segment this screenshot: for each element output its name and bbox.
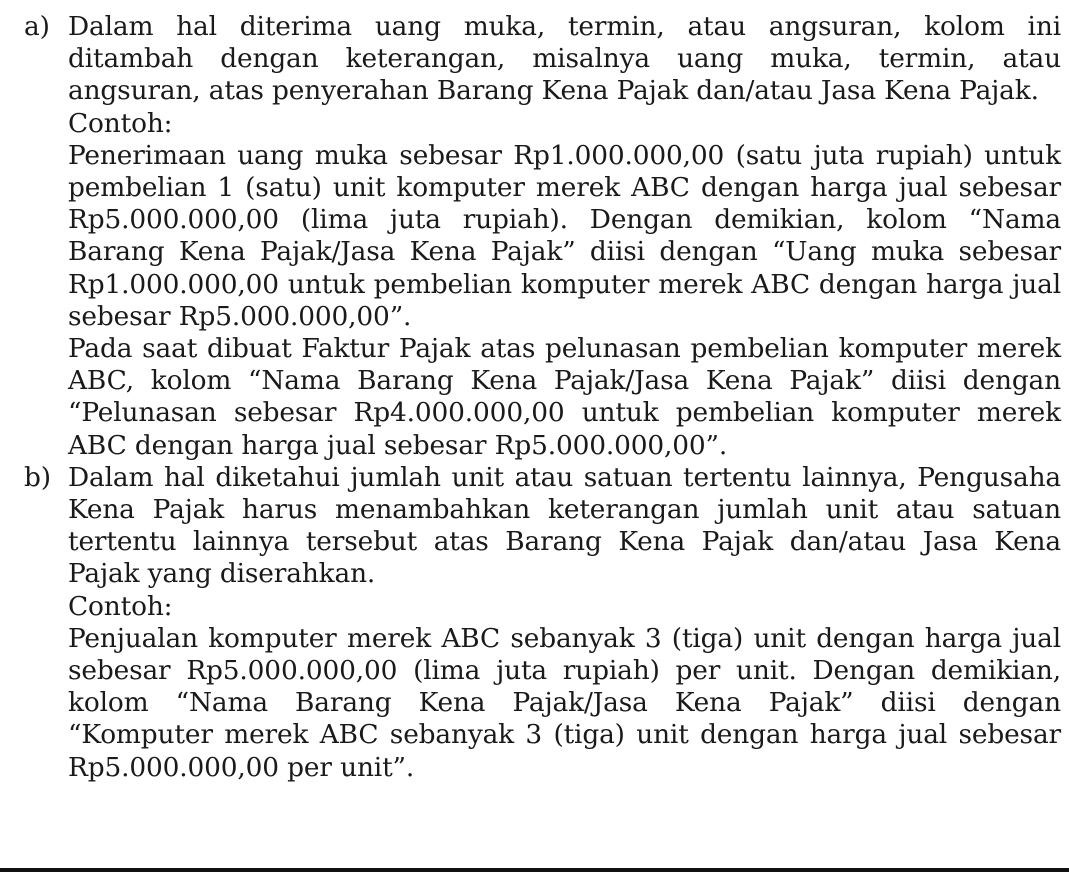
list-item-b <box>24 462 1061 784</box>
example-paragraph: Pada saat dibuat Faktur Pajak atas pelunasan pembelian komputer merek ABC, kolom “Nama Barang Kena Pajak/Jasa Kena Pajak” diisi dengan “Pelunasan sebesar Rp4.000.000,00 untuk pembelian komputer merek ABC dengan harga jual sebesar Rp5.000.000,00”. <box>68 333 1061 461</box>
example-label: Contoh: <box>68 590 173 622</box>
example-label: Contoh: <box>68 107 173 139</box>
list-marker: b) <box>24 461 51 493</box>
item-description: Dalam hal diketahui jumlah unit atau satuan tertentu lainnya, Pengusaha Kena Pajak harus menambahkan keterangan jumlah unit atau satuan tertentu lainnya tersebut atas Barang Kena Pajak dan/atau Jasa Kena Pajak yang diserahkan. <box>68 461 1061 590</box>
bottom-divider <box>0 868 1069 872</box>
list-marker: a) <box>24 11 50 42</box>
list-item-content <box>68 462 1061 784</box>
item-description: Dalam hal diterima uang muka, termin, atau angsuran, kolom ini ditambah dengan keterangan, misalnya uang muka, termin, atau angsuran, atas penyerahan Barang Kena Pajak dan/atau Jasa Kena Pajak. <box>68 11 1061 107</box>
list-item-content <box>68 11 1061 462</box>
list-item-a <box>24 11 1061 462</box>
example-paragraph: Penjualan komputer merek ABC sebanyak 3 (tiga) unit dengan harga jual sebesar Rp5.000.000,00 (lima juta rupiah) per unit. Dengan demikian, kolom “Nama Barang Kena Pajak/Jasa Kena Pajak” diisi dengan “Komputer merek ABC sebanyak 3 (tiga) unit dengan harga jual sebesar Rp5.000.000,00 per unit”. <box>68 622 1061 783</box>
example-paragraph: Penerimaan uang muka sebesar Rp1.000.000,00 (satu juta rupiah) untuk pembelian 1 (satu) unit komputer merek ABC dengan harga jual sebesar Rp5.000.000,00 (lima juta rupiah). Dengan demikian, kolom “Nama Barang Kena Pajak/Jasa Kena Pajak” diisi dengan “Uang muka sebesar Rp1.000.000,00 untuk pembelian komputer merek ABC dengan harga jual sebesar Rp5.000.000,00”. <box>68 139 1061 332</box>
